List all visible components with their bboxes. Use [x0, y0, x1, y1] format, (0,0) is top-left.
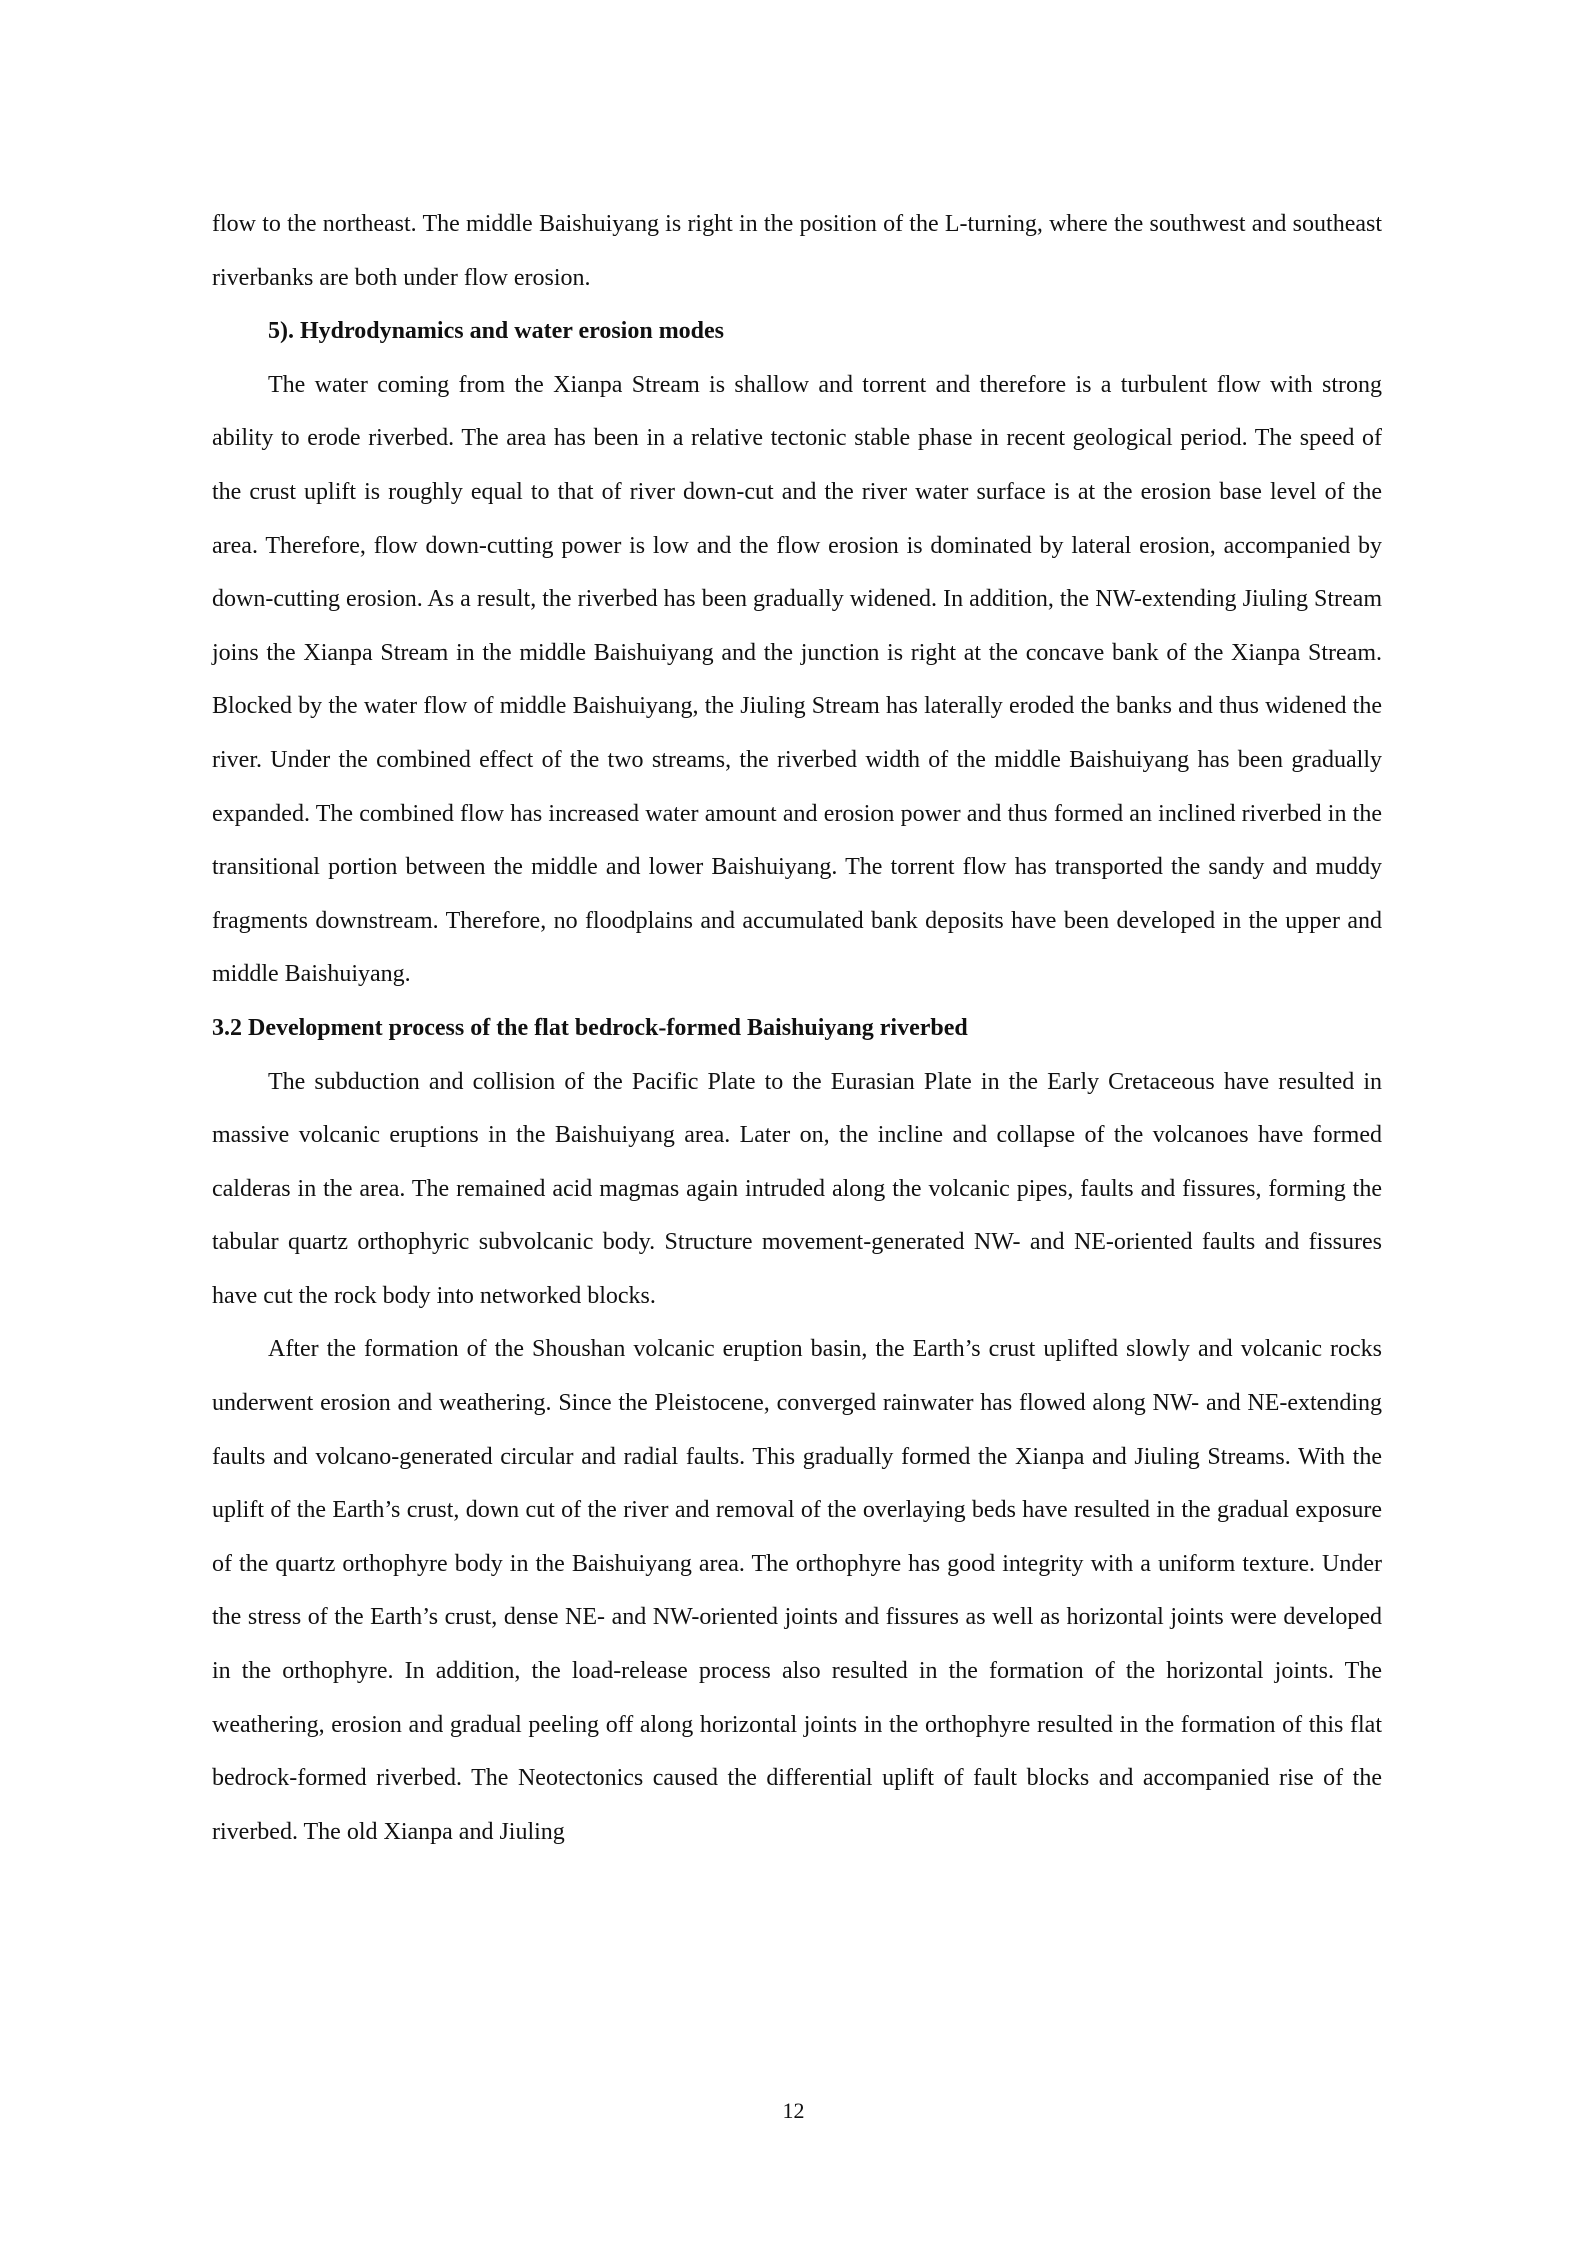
page-body — [212, 198, 1382, 1859]
paragraph-hydrodynamics: The water coming from the Xianpa Stream is shallow and torrent and therefore is a turbulent flow with strong ability to erode riverbed. The area has been in a relative tectonic stable phase in recent geological period. The speed of the crust uplift is roughly equal to that of river down-cut and the river water surface is at the erosion base level of the area. Therefore, flow down-cutting power is low and the flow erosion is dominated by lateral erosion, accompanied by down-cutting erosion. As a result, the riverbed has been gradually widened. In addition, the NW-extending Jiuling Stream joins the Xianpa Stream in the middle Baishuiyang and the junction is right at the concave bank of the Xianpa Stream. Blocked by the water flow of middle Baishuiyang, the Jiuling Stream has laterally eroded the banks and thus widened the river. Under the combined effect of the two streams, the riverbed width of the middle Baishuiyang has been gradually expanded. The combined flow has increased water amount and erosion power and thus formed an inclined riverbed in the transitional portion between the middle and lower Baishuiyang. The torrent flow has transported the sandy and muddy fragments downstream. Therefore, no floodplains and accumulated bank deposits have been developed in the upper and middle Baishuiyang. — [212, 371, 1382, 988]
paragraph-subduction: The subduction and collision of the Pacific Plate to the Eurasian Plate in the Early Cretaceous have resulted in massive volcanic eruptions in the Baishuiyang area. Later on, the incline and collapse of the volcanoes have formed calderas in the area. The remained acid magmas again intruded along the volcanic pipes, faults and fissures, forming the tabular quartz orthophyric subvolcanic body. Structure movement-generated NW- and NE-oriented faults and fissures have cut the rock body into networked blocks. — [212, 1068, 1382, 1309]
page-number: 12 — [782, 2098, 805, 2123]
subsection-heading-hydrodynamics: 5). Hydrodynamics and water erosion modes — [268, 318, 725, 345]
paragraph-shoushan-basin: After the formation of the Shoushan volcanic eruption basin, the Earth’s crust uplifted slowly and volcanic rocks underwent erosion and weathering. Since the Pleistocene, converged rainwater has flowed along NW- and NE-extending faults and volcano-generated circular and radial faults. This gradually formed the Xianpa and Jiuling Streams. With the uplift of the Earth’s crust, down cut of the river and removal of the overlaying beds have resulted in the gradual exposure of the quartz orthophyre body in the Baishuiyang area. The orthophyre has good integrity with a uniform texture. Under the stress of the Earth’s crust, dense NE- and NW-oriented joints and fissures as well as horizontal joints were developed in the orthophyre. In addition, the load-release process also resulted in the formation of the horizontal joints. The weathering, erosion and gradual peeling off along horizontal joints in the orthophyre resulted in the formation of this flat bedrock-formed riverbed. The Neotectonics caused the differential uplift of fault blocks and accompanied rise of the riverbed. The old Xianpa and Jiuling — [212, 1336, 1382, 1845]
paragraph-continuation: flow to the northeast. The middle Baishuiyang is right in the position of the L-turning, where the southwest and southeast riverbanks are both under flow erosion. — [212, 211, 1382, 291]
section-heading-3-2: 3.2 Development process of the flat bedrock-formed Baishuiyang riverbed — [212, 1014, 968, 1041]
